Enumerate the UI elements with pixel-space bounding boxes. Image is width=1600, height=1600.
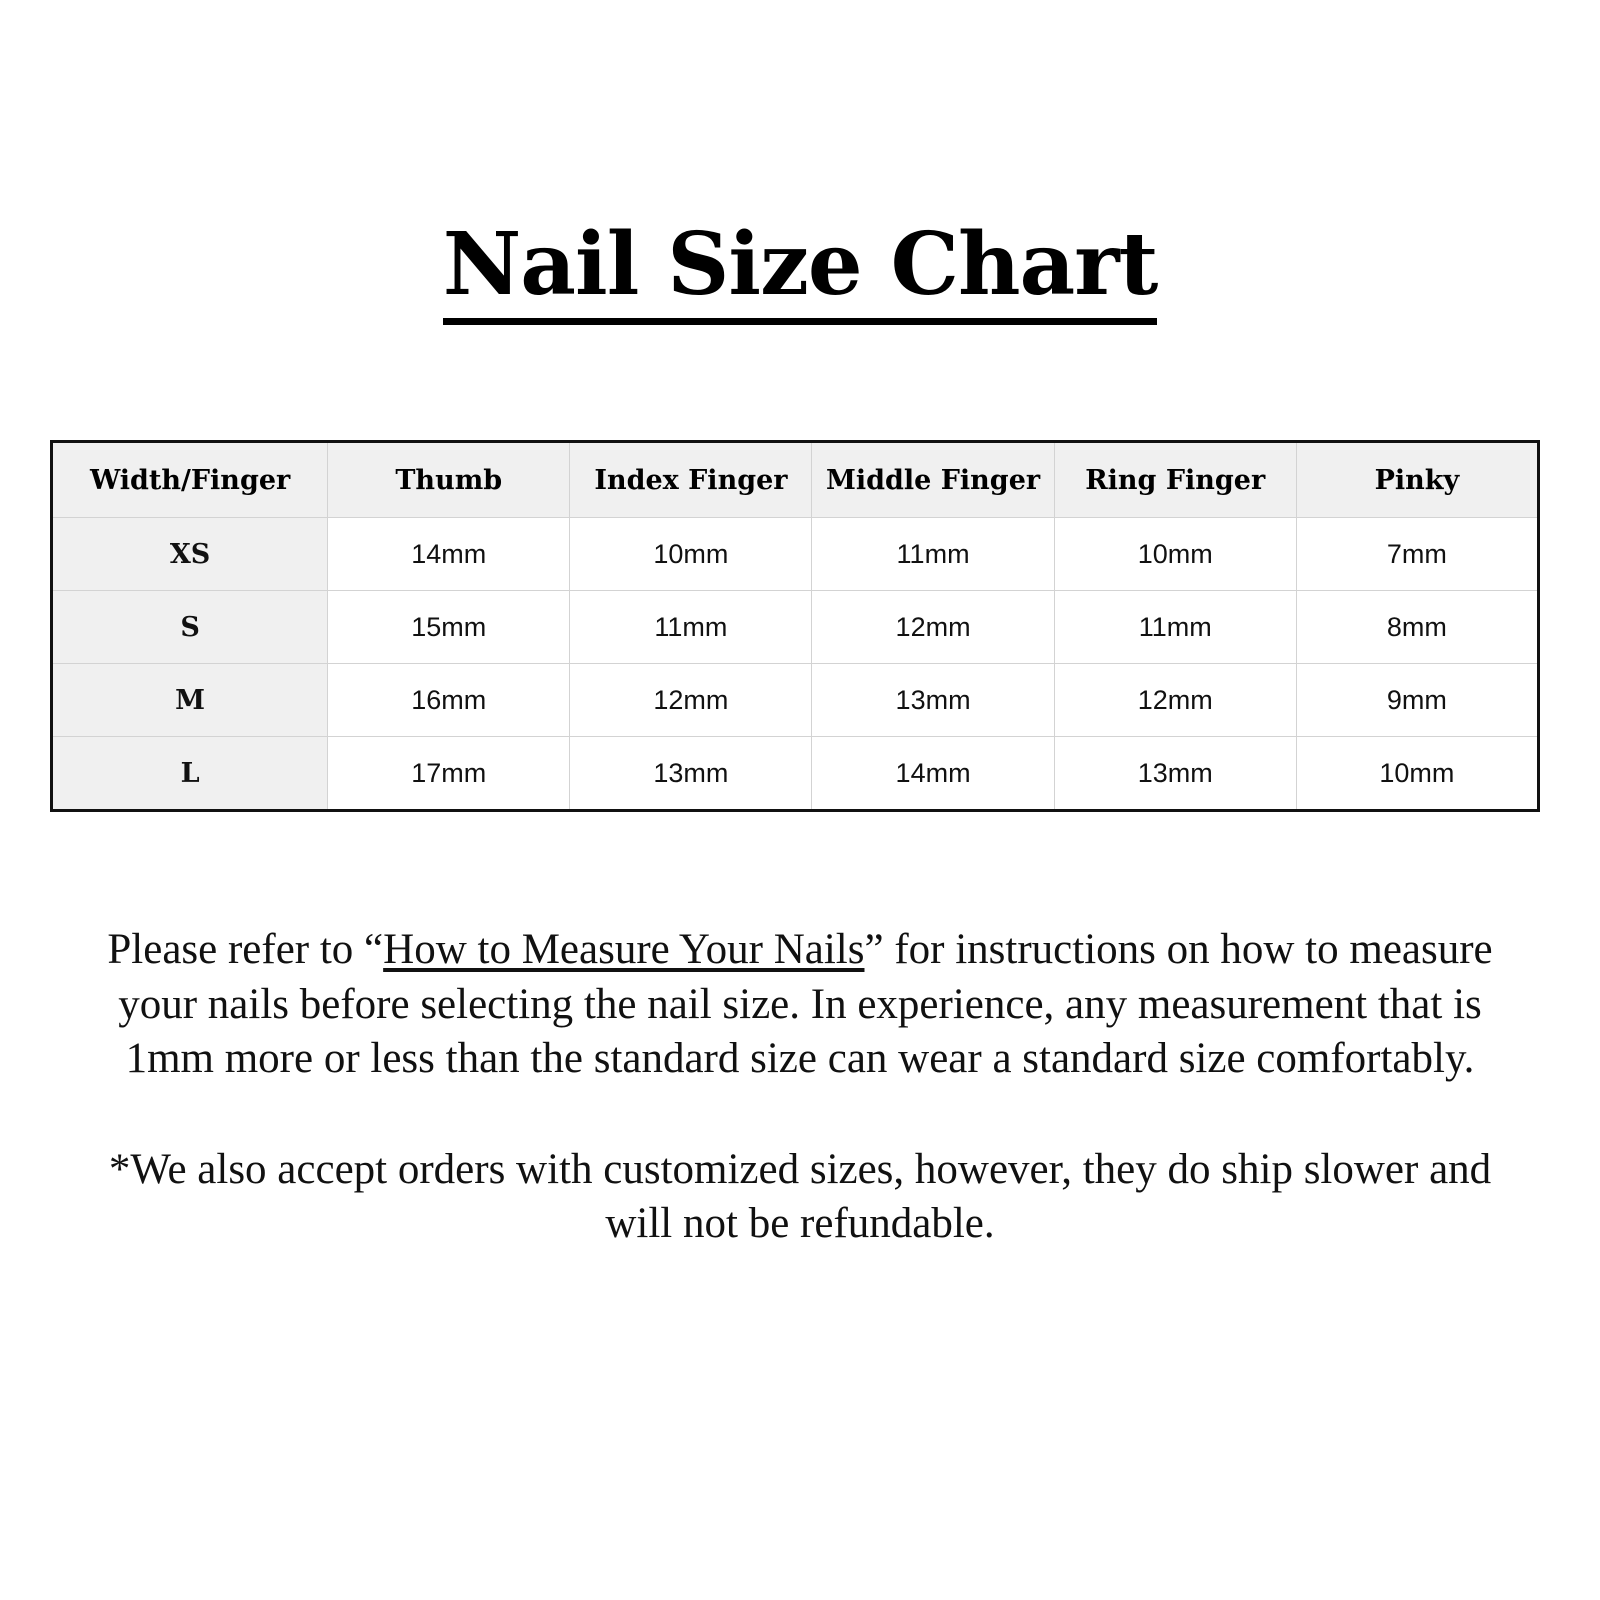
size-table-container xyxy=(50,440,1540,812)
cell-thumb: 16mm xyxy=(328,664,570,737)
notes-section xyxy=(80,880,1520,1295)
column-header-thumb: Thumb xyxy=(328,442,570,518)
cell-ring-finger: 13mm xyxy=(1054,737,1296,811)
row-size-label: S xyxy=(52,591,328,664)
cell-pinky: 9mm xyxy=(1296,664,1538,737)
cell-thumb: 17mm xyxy=(328,737,570,811)
row-size-label: XS xyxy=(52,518,328,591)
cell-index-finger: 10mm xyxy=(570,518,812,591)
column-header-width-finger: Width/Finger xyxy=(52,442,328,518)
how-to-measure-link[interactable]: How to Measure Your Nails xyxy=(383,926,865,973)
custom-sizes-paragraph: *We also accept orders with customized sizes, however, they do ship slower and will not be refundable. xyxy=(108,1145,1492,1248)
measure-instructions-paragraph xyxy=(80,923,1520,1087)
cell-thumb: 15mm xyxy=(328,591,570,664)
cell-middle-finger: 13mm xyxy=(812,664,1054,737)
cell-middle-finger: 12mm xyxy=(812,591,1054,664)
table-row xyxy=(52,664,1539,737)
table-row xyxy=(52,518,1539,591)
page-title: Nail Size Chart xyxy=(443,220,1158,325)
cell-thumb: 14mm xyxy=(328,518,570,591)
cell-middle-finger: 14mm xyxy=(812,737,1054,811)
table-header-row xyxy=(52,442,1539,518)
cell-pinky: 8mm xyxy=(1296,591,1538,664)
cell-ring-finger: 12mm xyxy=(1054,664,1296,737)
row-size-label: L xyxy=(52,737,328,811)
column-header-middle-finger: Middle Finger xyxy=(812,442,1054,518)
cell-ring-finger: 11mm xyxy=(1054,591,1296,664)
row-size-label: M xyxy=(52,664,328,737)
table-row xyxy=(52,737,1539,811)
cell-index-finger: 11mm xyxy=(570,591,812,664)
column-header-ring-finger: Ring Finger xyxy=(1054,442,1296,518)
cell-index-finger: 12mm xyxy=(570,664,812,737)
column-header-pinky: Pinky xyxy=(1296,442,1538,518)
page-title-container xyxy=(0,214,1600,325)
table-header xyxy=(52,442,1539,518)
cell-middle-finger: 11mm xyxy=(812,518,1054,591)
cell-pinky: 10mm xyxy=(1296,737,1538,811)
cell-index-finger: 13mm xyxy=(570,737,812,811)
nail-size-table xyxy=(50,440,1540,812)
cell-ring-finger: 10mm xyxy=(1054,518,1296,591)
column-header-index-finger: Index Finger xyxy=(570,442,812,518)
note-prefix-text: Please refer to “ xyxy=(107,926,384,973)
table-row xyxy=(52,591,1539,664)
note-suffix-text: ” for instructions on how to measure your nails before selecting the nail size. In experience, any measurement that is 1mm more or less than the standard size can wear a standard size comfortably. xyxy=(118,926,1493,1083)
cell-pinky: 7mm xyxy=(1296,518,1538,591)
table-body xyxy=(52,518,1539,811)
